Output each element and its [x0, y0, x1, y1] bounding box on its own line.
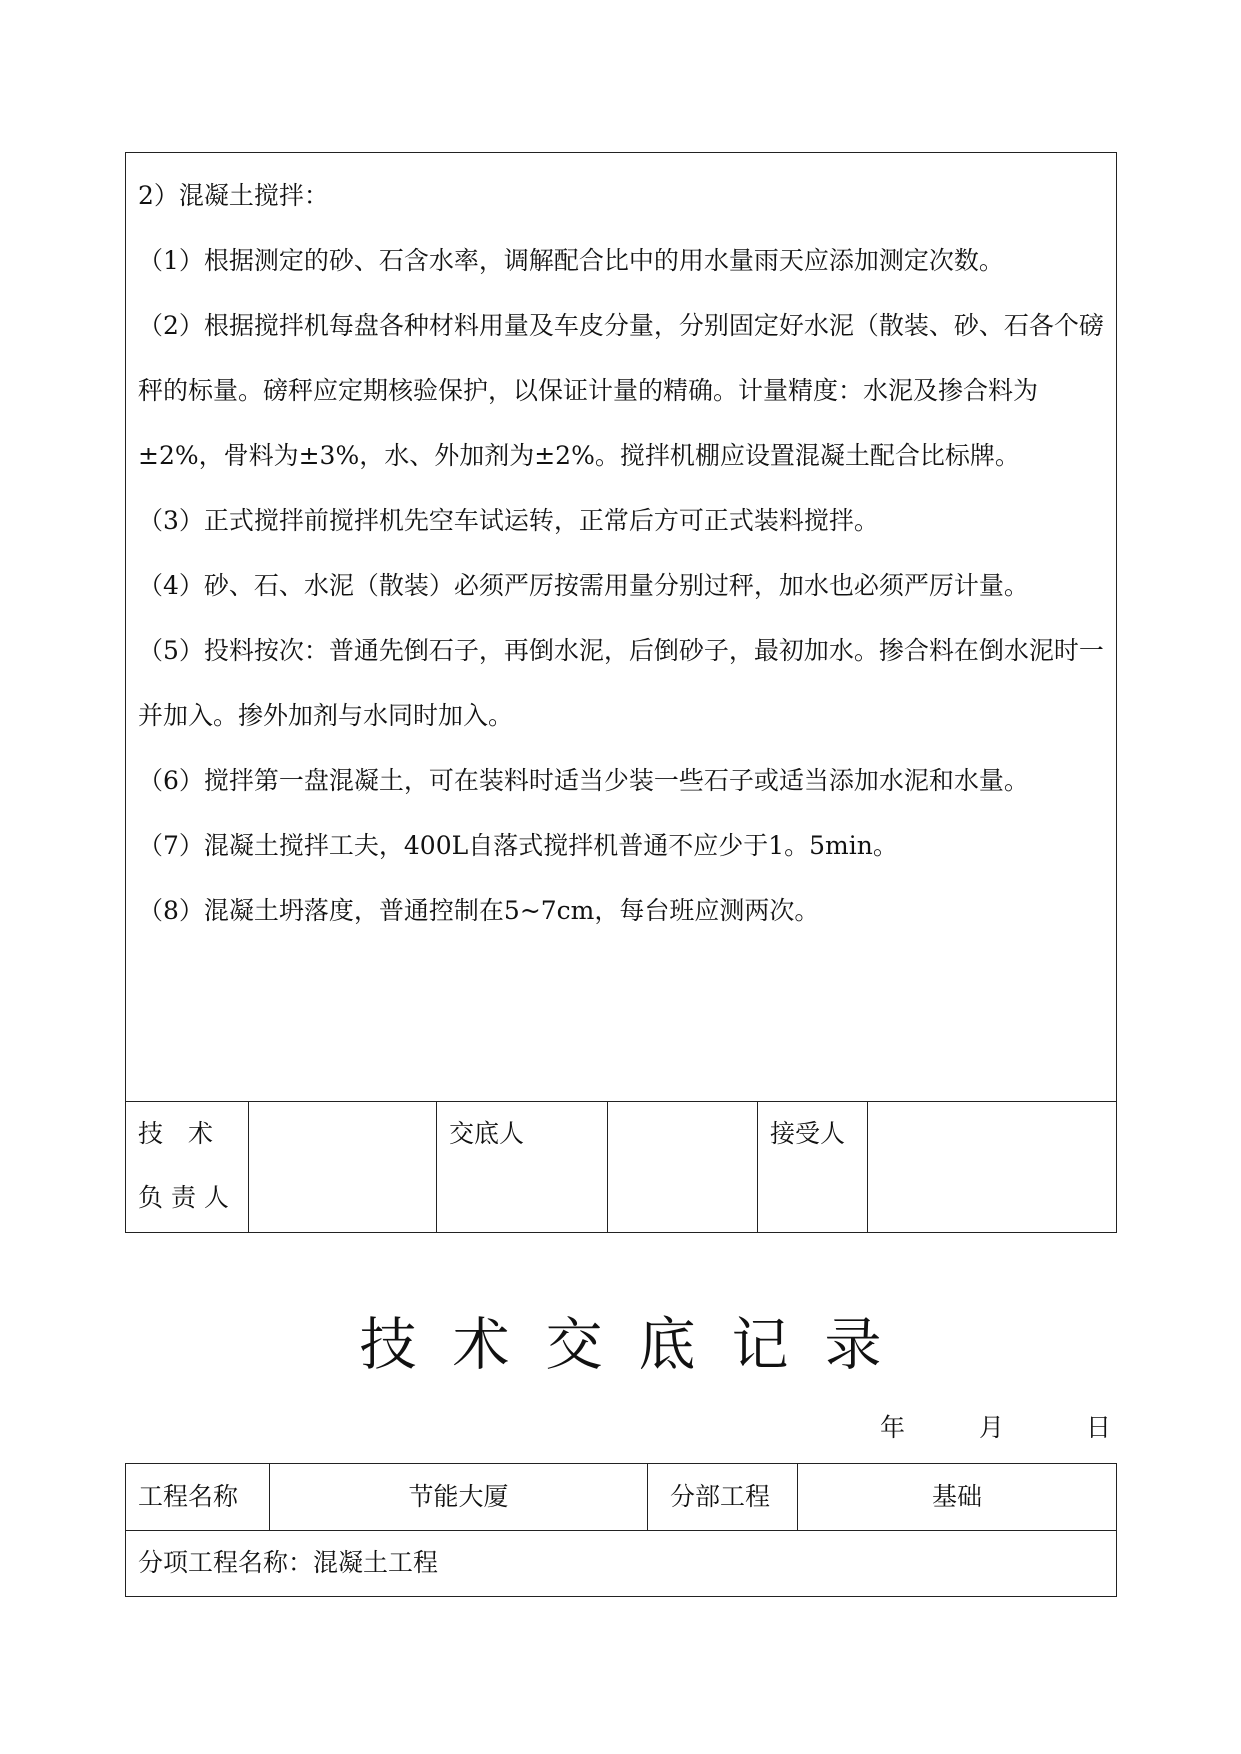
record-title: 技术交底记录 — [359, 1312, 918, 1378]
subitem-row — [126, 1530, 1116, 1596]
handover-label-cell — [437, 1102, 608, 1232]
content-paragraph: 2）混凝土搅拌： — [138, 181, 329, 210]
subitem-label: 分项工程名称： — [138, 1548, 314, 1577]
project-name-value[interactable]: 节能大厦 — [270, 1464, 648, 1530]
content-paragraph: （4）砂、石、水泥（散装）必须严厉按需用量分别过秤，加水也必须严厉计量。 — [138, 571, 1029, 600]
content-paragraph: （3）正式搅拌前搅拌机先空车试运转，正常后方可正式装料搅拌。 — [138, 506, 879, 535]
subitem-cell[interactable] — [126, 1530, 1116, 1596]
receiver-signature-cell[interactable] — [868, 1102, 1116, 1232]
project-info-table — [125, 1463, 1117, 1597]
disclosure-content — [126, 153, 1116, 1101]
tech-lead-signature-cell[interactable] — [249, 1102, 437, 1232]
content-paragraph: （5）投料按次：普通先倒石子，再倒水泥，后倒砂子，最初加水。掺合料在倒水泥时一并加入。掺外加剂与水同时加入。 — [138, 636, 1104, 730]
content-paragraph: （7）混凝土搅拌工夫，400L自落式搅拌机普通不应少于1。5min。 — [138, 831, 898, 860]
date-day: 日 — [1086, 1413, 1112, 1442]
tech-lead-label-cell — [126, 1102, 249, 1232]
content-paragraph: （6）搅拌第一盘混凝土，可在装料时适当少装一些石子或适当添加水泥和水量。 — [138, 766, 1029, 795]
content-paragraph: （2）根据搅拌机每盘各种材料用量及车皮分量，分别固定好水泥（散装、砂、石各个磅秤的标量。磅秤应定期核验保护，以保证计量的精确。计量精度：水泥及掺合料为±2%，骨料为±3%，水、外加剂为±2%。搅拌机棚应设置混凝土配合比标牌。 — [138, 311, 1104, 470]
tech-lead-label-line1: 技 术 — [138, 1119, 214, 1148]
receiver-label: 接受人 — [770, 1119, 846, 1148]
disclosure-content-box — [125, 152, 1117, 1233]
subitem-value: 混凝土工程 — [313, 1548, 439, 1577]
tech-lead-label-line2: 负 责 人 — [138, 1183, 229, 1212]
division-value[interactable]: 基础 — [931, 1482, 982, 1511]
content-paragraph: （1）根据测定的砂、石含水率，调解配合比中的用水量雨天应添加测定次数。 — [138, 246, 1004, 275]
date-year: 年 — [880, 1413, 906, 1442]
signature-row — [126, 1101, 1116, 1232]
project-info-row — [126, 1464, 1116, 1531]
project-name-label: 工程名称 — [126, 1464, 270, 1530]
receiver-label-cell — [758, 1102, 868, 1232]
handover-label: 交底人 — [449, 1119, 525, 1148]
content-paragraph: （8）混凝土坍落度，普通控制在5~7cm，每台班应测两次。 — [138, 896, 820, 925]
handover-signature-cell[interactable] — [608, 1102, 758, 1232]
division-label: 分部工程 — [648, 1464, 798, 1530]
date-month: 月 — [979, 1413, 1005, 1442]
